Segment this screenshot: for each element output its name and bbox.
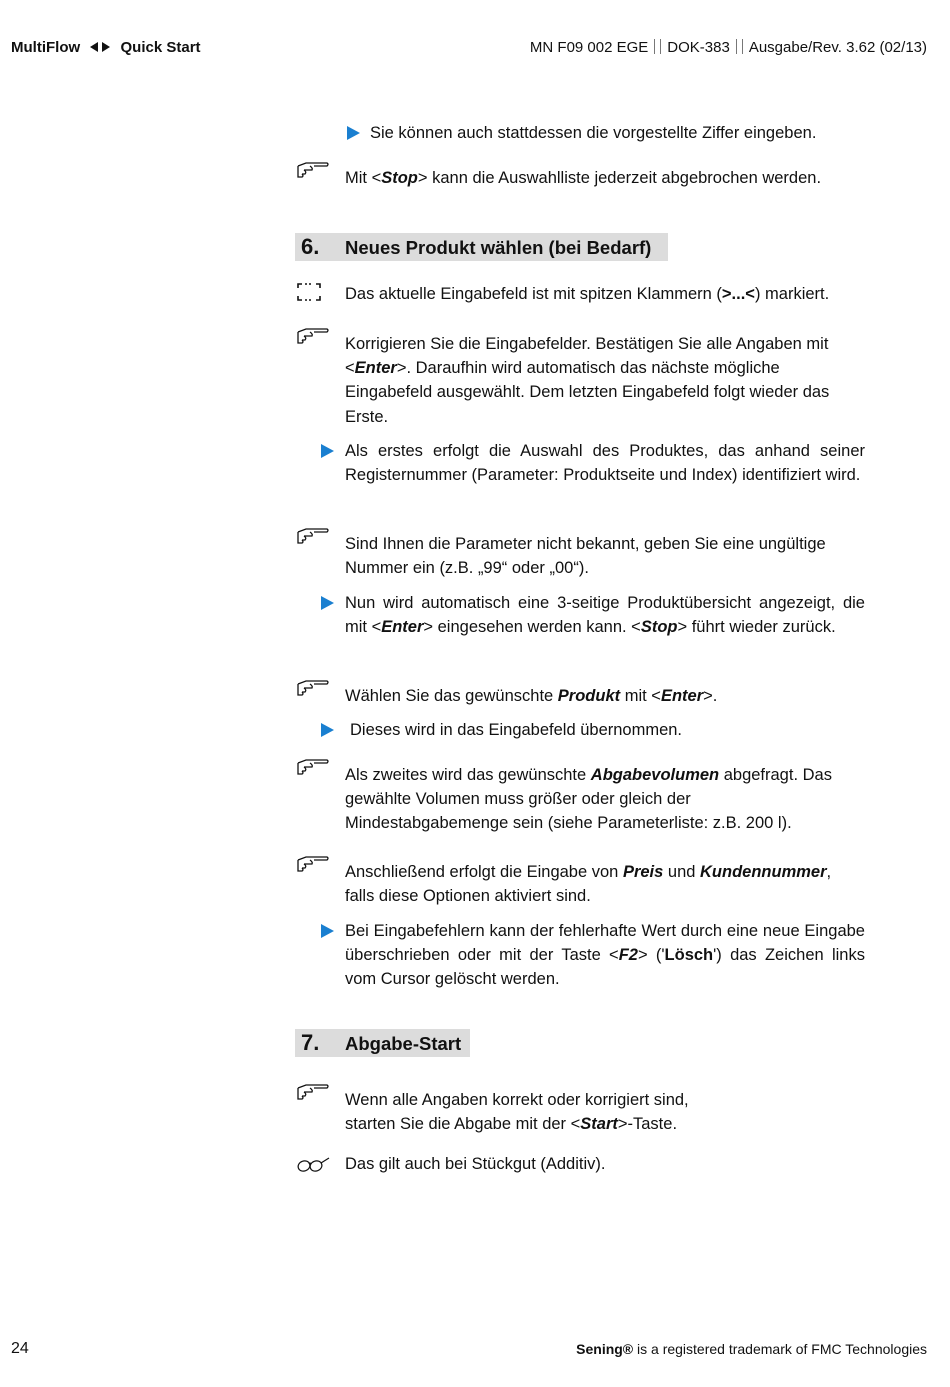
key-label: Enter: [381, 618, 424, 637]
pointing-hand-icon: [296, 757, 330, 777]
header-divider: [654, 39, 661, 54]
text-run: starten Sie die Abgabe mit der <: [345, 1115, 581, 1134]
header-doc-info: [530, 39, 927, 56]
field-note: [345, 282, 885, 306]
blue-triangle-bullet-icon: [347, 126, 360, 140]
text-line: gewählte Volumen muss größer oder gleich der: [345, 790, 691, 809]
text-run: Wählen Sie das gewünschte: [345, 687, 558, 705]
text-line: Mindestabgabemenge sein (siehe Parameterliste: z.B. 200 l).: [345, 814, 792, 833]
hand-note: [345, 332, 885, 429]
field-brackets-icon: [297, 283, 321, 301]
text-run: abgefragt. Das: [719, 766, 832, 784]
pointing-hand-icon: [296, 854, 330, 874]
key-label: Enter: [354, 359, 397, 378]
key-label: F2: [618, 946, 638, 965]
page-number: 24: [11, 1340, 29, 1357]
text-line: [345, 763, 885, 787]
marker-text: >...<: [721, 285, 755, 303]
bullet-text: [345, 591, 865, 639]
text-line: Wenn alle Angaben korrekt oder korrigiert sind,: [345, 1091, 689, 1109]
text-line: Erste.: [345, 407, 389, 426]
section-heading: [295, 233, 668, 261]
header-title: [11, 39, 201, 56]
emphasis: Preis: [622, 863, 664, 881]
text-line: Nummer ein (z.B. „99“ oder „00“).: [345, 559, 589, 578]
header-section: Quick Start: [120, 39, 201, 56]
text-run: Mit <: [345, 169, 382, 187]
blue-triangle-bullet-icon: [321, 723, 334, 737]
text-run: Anschließend erfolgt die Eingabe von: [345, 863, 623, 881]
text-line: [345, 860, 885, 884]
hand-note: [345, 1088, 885, 1136]
info-note: Das gilt auch bei Stückgut (Additiv).: [345, 1155, 606, 1173]
key-label: Enter: [660, 687, 704, 705]
text-run: > (': [637, 946, 665, 965]
section-title: Abgabe-Start: [345, 1033, 462, 1054]
bullet-text: [345, 919, 865, 992]
hand-note: [345, 166, 885, 190]
reading-glasses-icon: [296, 1155, 330, 1173]
text-line: Korrigieren Sie die Eingabefelder. Bestätigen Sie alle Angaben mit: [345, 335, 829, 353]
text-run: >.: [703, 687, 718, 705]
section-heading: [295, 1029, 470, 1057]
hand-note: [345, 860, 885, 908]
header-doc-id: MN F09 002 EGE: [529, 39, 649, 56]
text-run: mit <: [620, 687, 661, 705]
text-run: <: [345, 359, 355, 378]
text-run: Nun wird automatisch eine 3-seitige Produktübersicht angezeigt, die mit <: [345, 594, 865, 637]
emphasis: Kundennummer: [700, 863, 827, 881]
emphasis: Produkt: [557, 687, 621, 705]
triangle-left-icon: [90, 42, 98, 52]
section-title: Neues Produkt wählen (bei Bedarf): [345, 237, 652, 258]
footer-trademark: [576, 1341, 927, 1357]
text-line: Sind Ihnen die Parameter nicht bekannt, geben Sie eine ungültige: [345, 535, 826, 553]
bullet-text: Als erstes erfolgt die Auswahl des Produktes, das anhand seiner Registernummer (Parameter: Produktseite und Index) identifiziert wird.: [345, 442, 865, 485]
text-run: > führt wieder zurück.: [677, 618, 836, 637]
header-dok: DOK-383: [667, 39, 730, 56]
text-run: ') das Zeichen links vom Cursor gelöscht werden.: [345, 946, 865, 989]
text-line: Eingabefeld ausgewählt. Dem letzten Eingabefeld folgt wieder das: [345, 383, 830, 402]
text-line: falls diese Optionen aktiviert sind.: [345, 887, 591, 906]
header-rev: Ausgabe/Rev. 3.62 (02/13): [748, 39, 927, 56]
text-run: > eingesehen werden kann. <: [423, 618, 641, 637]
pointing-hand-icon: [296, 678, 330, 698]
text-run: > kann die Auswahlliste jederzeit abgebrochen werden.: [417, 169, 822, 187]
key-label: Stop: [640, 618, 678, 637]
pointing-hand-icon: [296, 160, 330, 180]
trademark-text: is a registered trademark of FMC Technologies: [633, 1341, 927, 1357]
blue-triangle-bullet-icon: [321, 596, 334, 610]
text-run: ,: [826, 863, 832, 881]
text-line: [345, 356, 885, 380]
text-run: Als zweites wird das gewünschte: [345, 766, 591, 784]
blue-triangle-bullet-icon: [321, 924, 334, 938]
bullet-text: Dieses wird in das Eingabefeld übernommen.: [350, 721, 683, 739]
header-product: MultiFlow: [11, 39, 81, 56]
key-label: Stop: [381, 169, 418, 187]
hand-note: [345, 763, 885, 836]
hand-note: [345, 684, 885, 708]
pointing-hand-icon: [296, 326, 330, 346]
text-line: [345, 1112, 885, 1136]
hand-note: [345, 532, 885, 580]
emphasis: Abgabevolumen: [590, 766, 720, 784]
text-run: Das aktuelle Eingabefeld ist mit spitzen Klammern (: [345, 285, 722, 303]
triangle-right-icon: [102, 42, 110, 52]
key-label: Start: [580, 1115, 618, 1134]
text-run: >-Taste.: [617, 1115, 678, 1134]
pointing-hand-icon: [296, 1082, 330, 1102]
blue-triangle-bullet-icon: [321, 444, 334, 458]
header-divider: [736, 39, 743, 54]
text-run: >. Daraufhin wird automatisch das nächste mögliche: [396, 359, 780, 378]
section-number: 6.: [301, 234, 320, 259]
text-run: ) markiert.: [754, 285, 830, 303]
text-run: und: [663, 863, 701, 881]
text-run: Bei Eingabefehlern kann der fehlerhafte Wert durch eine neue Eingabe überschrieben oder mit der Taste <: [345, 922, 865, 965]
section-number: 7.: [301, 1030, 320, 1055]
brand-name: Sening®: [576, 1341, 634, 1357]
pointing-hand-icon: [296, 526, 330, 546]
key-label: Lösch: [664, 946, 714, 965]
bullet-text: Sie können auch stattdessen die vorgestellte Ziffer eingeben.: [370, 124, 817, 142]
